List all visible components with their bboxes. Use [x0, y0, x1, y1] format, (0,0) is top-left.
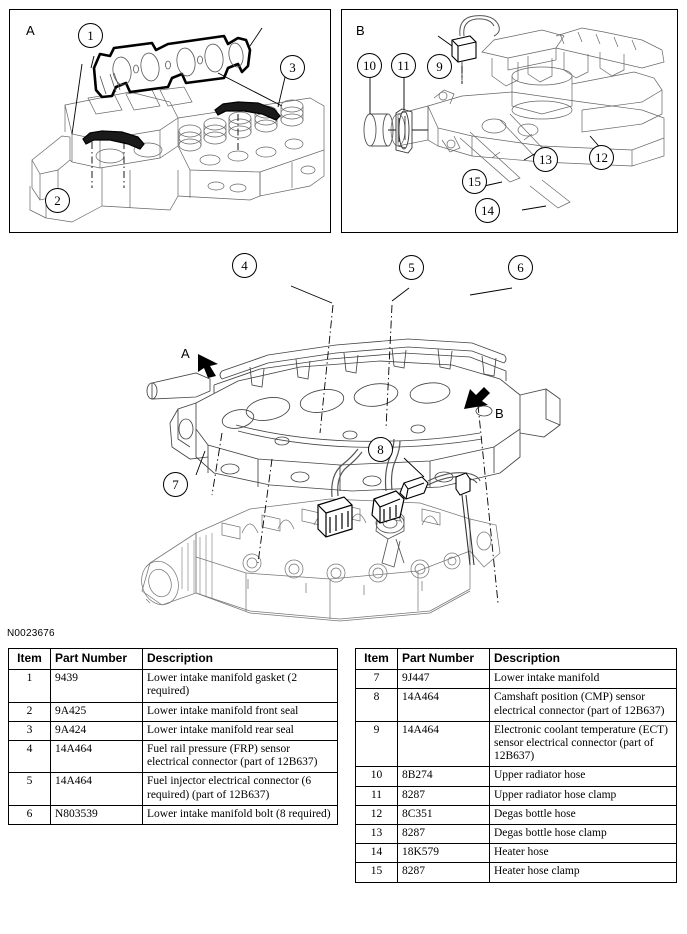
section-marker-b-letter: B: [495, 406, 504, 421]
cell-item: 9: [356, 721, 398, 767]
cell-description: Fuel rail pressure (FRP) sensor electrical connector (part of 12B637): [143, 741, 338, 773]
header-item: Item: [356, 649, 398, 670]
cell-item: 8: [356, 689, 398, 721]
table-row: [356, 670, 677, 689]
table-row: [356, 689, 677, 721]
cell-part-number: N803539: [51, 805, 143, 824]
cell-description: Upper radiator hose: [490, 767, 677, 786]
cell-part-number: 14A464: [51, 741, 143, 773]
cell-description: Lower intake manifold front seal: [143, 702, 338, 721]
cell-item: 1: [9, 670, 51, 702]
callout-4[interactable]: 4: [232, 253, 257, 278]
reference-id: N0023676: [7, 628, 55, 639]
cell-item: 3: [9, 721, 51, 740]
cell-part-number: 9A424: [51, 721, 143, 740]
callout-5[interactable]: 5: [399, 255, 424, 280]
cell-description: Lower intake manifold: [490, 670, 677, 689]
table-row: [9, 702, 338, 721]
callout-15[interactable]: 15: [462, 169, 487, 194]
table-row: [9, 741, 338, 773]
cell-description: Lower intake manifold gasket (2 required): [143, 670, 338, 702]
table-row: [9, 773, 338, 805]
header-part-number: Part Number: [398, 649, 490, 670]
cell-item: 12: [356, 805, 398, 824]
cell-item: 2: [9, 702, 51, 721]
table-row: [356, 721, 677, 767]
header-description: Description: [143, 649, 338, 670]
callout-11[interactable]: 11: [391, 53, 416, 78]
callout-6[interactable]: 6: [508, 255, 533, 280]
parts-table-left: [8, 648, 338, 825]
table-row: [9, 670, 338, 702]
panel-a-letter: A: [26, 23, 35, 38]
cell-description: Heater hose: [490, 844, 677, 863]
cell-description: Degas bottle hose clamp: [490, 825, 677, 844]
rear-seal-shape: [215, 102, 280, 120]
callout-10[interactable]: 10: [357, 53, 382, 78]
cell-description: Camshaft position (CMP) sensor electrical connector (part of 12B637): [490, 689, 677, 721]
detail-panel-b: [341, 9, 678, 233]
panel-b-artwork: [342, 10, 678, 233]
cell-item: 7: [356, 670, 398, 689]
cell-part-number: 8287: [398, 786, 490, 805]
main-artwork: [0, 233, 687, 628]
cell-item: 15: [356, 863, 398, 882]
cell-item: 11: [356, 786, 398, 805]
header-description: Description: [490, 649, 677, 670]
cell-part-number: 8287: [398, 825, 490, 844]
cell-description: Lower intake manifold bolt (8 required): [143, 805, 338, 824]
callout-8[interactable]: 8: [368, 437, 393, 462]
section-marker-a-arrow: [196, 352, 226, 378]
callout-13[interactable]: 13: [533, 147, 558, 172]
table-row: [9, 805, 338, 824]
cell-description: Heater hose clamp: [490, 863, 677, 882]
table-header-row: [9, 649, 338, 670]
cell-part-number: 8287: [398, 863, 490, 882]
callout-9[interactable]: 9: [427, 54, 452, 79]
callout-2[interactable]: 2: [45, 188, 70, 213]
table-row: [356, 863, 677, 882]
callout-7[interactable]: 7: [163, 472, 188, 497]
callout-1[interactable]: 1: [78, 23, 103, 48]
cell-item: 5: [9, 773, 51, 805]
table-row: [9, 721, 338, 740]
table-row: [356, 844, 677, 863]
table-row: [356, 767, 677, 786]
callout-14[interactable]: 14: [475, 198, 500, 223]
cell-description: Degas bottle hose: [490, 805, 677, 824]
cell-part-number: 8B274: [398, 767, 490, 786]
cell-part-number: 9A425: [51, 702, 143, 721]
cell-part-number: 18K579: [398, 844, 490, 863]
cell-part-number: 14A464: [398, 721, 490, 767]
cell-item: 13: [356, 825, 398, 844]
cell-item: 14: [356, 844, 398, 863]
cell-description: Electronic coolant temperature (ECT) sensor electrical connector (part of 12B637): [490, 721, 677, 767]
cell-item: 6: [9, 805, 51, 824]
cell-description: Lower intake manifold rear seal: [143, 721, 338, 740]
cell-description: Upper radiator hose clamp: [490, 786, 677, 805]
parts-table-right: [355, 648, 677, 883]
table-row: [356, 786, 677, 805]
header-part-number: Part Number: [51, 649, 143, 670]
cell-part-number: 9439: [51, 670, 143, 702]
table-row: [356, 805, 677, 824]
cell-part-number: 14A464: [51, 773, 143, 805]
header-item: Item: [9, 649, 51, 670]
main-exploded-view: [0, 233, 687, 628]
cell-part-number: 14A464: [398, 689, 490, 721]
front-seal-shape: [83, 131, 144, 149]
cell-description: Fuel injector electrical connector (6 required) (part of 12B637): [143, 773, 338, 805]
cell-part-number: 8C351: [398, 805, 490, 824]
table-row: [356, 825, 677, 844]
cell-item: 10: [356, 767, 398, 786]
callout-12[interactable]: 12: [589, 145, 614, 170]
table-header-row: [356, 649, 677, 670]
cell-part-number: 9J447: [398, 670, 490, 689]
panel-b-letter: B: [356, 23, 365, 38]
section-marker-a-letter: A: [181, 346, 190, 361]
cell-item: 4: [9, 741, 51, 773]
section-marker-b-arrow: [462, 385, 492, 411]
detail-panel-a: [9, 9, 331, 233]
callout-3[interactable]: 3: [280, 55, 305, 80]
